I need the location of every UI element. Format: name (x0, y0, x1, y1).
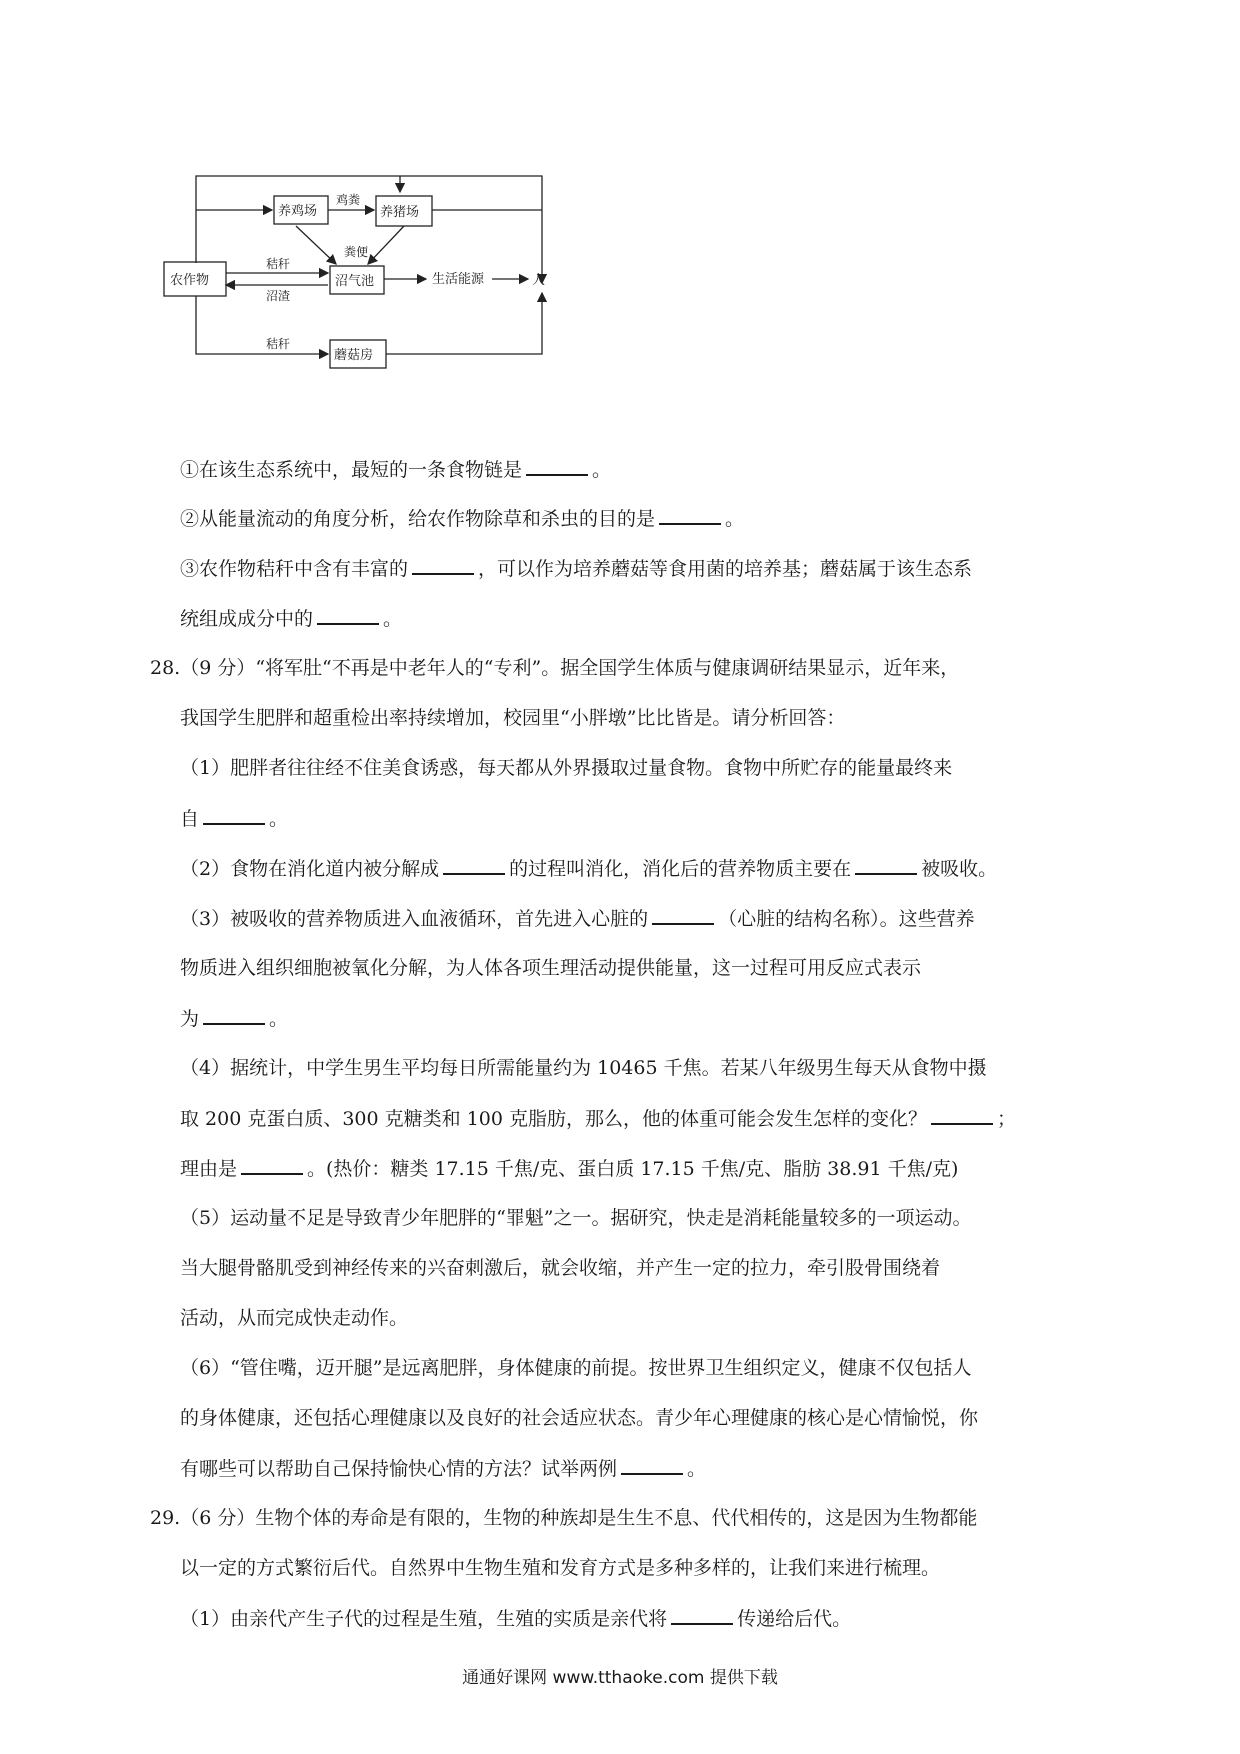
q29-heading-line2: 以一定的方式繁衍后代。自然界中生物生殖和发育方式是多种多样的，让我们来进行梳理。 (180, 1557, 941, 1579)
answer-blank[interactable] (855, 855, 917, 875)
text: ，可以作为培养蘑菇等食用菌的培养基；蘑菇属于该生态系 (478, 558, 973, 580)
ecosystem-diagram-svg (170, 168, 616, 418)
answer-blank[interactable] (652, 905, 714, 925)
node-chicken: 养鸡场 (278, 204, 318, 219)
ecosystem-diagram (170, 168, 616, 418)
answer-blank[interactable] (671, 1605, 733, 1625)
edge-label-chicken-manure: 鸡粪 (336, 193, 361, 207)
text: （心脏的结构名称）。这些营养 (718, 908, 975, 930)
text: 有哪些可以帮助自己保持愉快心情的方法？试举两例 (180, 1458, 618, 1480)
edge-label-residue: 沼渣 (266, 289, 291, 303)
edge-chicken-to-biogas (296, 226, 336, 264)
answer-blank[interactable] (317, 605, 379, 625)
text: 。(热价：糖类 17.15 千焦/克、蛋白质 17.15 千焦/克、脂肪 38.91 千焦/克) (307, 1158, 959, 1180)
text: ； (997, 1108, 1017, 1130)
edge-mushroom-to-person (386, 293, 542, 354)
q28-3-line2: 物质进入组织细胞被氧化分解，为人体各项生理活动提供能量，这一过程可用反应式表示 (180, 957, 922, 979)
q28-heading-line1: 28.（9 分）“将军肚“不再是中老年人的“专利”。据全国学生体质与健康调研结果显示，近年来， (150, 657, 960, 679)
q28-6-line2: 的身体健康，还包括心理健康以及良好的社会适应状态。青少年心理健康的核心是心情愉悦，你 (180, 1407, 979, 1429)
q27-item-3-line2 (180, 605, 402, 632)
edge-top-loop (196, 176, 542, 283)
q28-6-line1: （6）“管住嘴，迈开腿”是远离肥胖，身体健康的前提。按世界卫生组织定义，健康不仅包括人 (180, 1357, 972, 1379)
q28-1-line1: （1）肥胖者往往经不住美食诱惑，每天都从外界摄取过量食物。食物中所贮存的能量最终来 (180, 757, 953, 779)
q29-heading-line1: 29.（6 分）生物个体的寿命是有限的，生物的种族却是生生不息、代代相传的，这是因为生物都能 (150, 1507, 978, 1529)
text: ③农作物秸秆中含有丰富的 (180, 558, 409, 580)
q28-3-line1 (180, 905, 975, 932)
text: 为 (180, 1008, 200, 1030)
q28-3-line3 (180, 1005, 288, 1032)
text: 。 (269, 1008, 289, 1030)
edge-crop-to-mushroom (196, 296, 328, 354)
answer-blank[interactable] (931, 1105, 993, 1125)
page-footer: 通通好课网 www.tthaoke.com 提供下载 (462, 1668, 778, 1688)
q28-5-line2: 当大腿骨骼肌受到神经传来的兴奋刺激后，就会收缩，并产生一定的拉力，牵引股骨围绕着 (180, 1257, 941, 1279)
text: 被吸收。 (921, 858, 998, 880)
text: 自 (180, 808, 200, 830)
node-biogas: 沼气池 (335, 274, 375, 289)
text: 。 (687, 1458, 707, 1480)
q27-item-2 (180, 505, 744, 532)
q27-item-3-line1 (180, 555, 972, 582)
answer-blank[interactable] (443, 855, 505, 875)
node-crop: 农作物 (170, 273, 210, 288)
text: （3）被吸收的营养物质进入血液循环，首先进入心脏的 (180, 908, 649, 930)
text: 理由是 (180, 1158, 238, 1180)
q28-5-line1: （5）运动量不足是导致青少年肥胖的“罪魁”之一。据研究，快走是消耗能量较多的一项运动。 (180, 1207, 972, 1229)
answer-blank[interactable] (659, 505, 721, 525)
answer-blank[interactable] (526, 456, 588, 476)
node-person: 人 (532, 273, 546, 288)
edge-pig-to-biogas (368, 226, 404, 264)
q28-4-line3 (180, 1155, 958, 1182)
q28-5-line3: 活动，从而完成快走动作。 (180, 1307, 409, 1329)
q29-1 (180, 1605, 851, 1632)
answer-blank[interactable] (203, 805, 265, 825)
edge-label-manure: 粪便 (344, 245, 369, 259)
text: ②从能量流动的角度分析，给农作物除草和杀虫的目的是 (180, 508, 656, 530)
q27-item-1 (180, 456, 611, 483)
text: （1）由亲代产生子代的过程是生殖，生殖的实质是亲代将 (180, 1608, 668, 1630)
text: ①在该生态系统中，最短的一条食物链是 (180, 459, 523, 481)
answer-blank[interactable] (241, 1155, 303, 1175)
text: 的过程叫消化，消化后的营养物质主要在 (509, 858, 852, 880)
edge-label-straw-bottom: 秸秆 (266, 337, 291, 351)
text: 。 (269, 808, 289, 830)
text: 。 (725, 508, 745, 530)
q28-heading-line2: 我国学生肥胖和超重检出率持续增加，校园里“小胖墩”比比皆是。请分析回答： (180, 707, 846, 729)
answer-blank[interactable] (412, 555, 474, 575)
q28-1-line2 (180, 805, 288, 832)
q28-4-line2 (180, 1105, 1016, 1132)
text: 。 (383, 608, 403, 630)
q28-2 (180, 855, 997, 882)
text: 传递给后代。 (737, 1608, 852, 1630)
node-energy: 生活能源 (432, 272, 485, 287)
text: 。 (592, 459, 612, 481)
node-pig: 养猪场 (380, 205, 420, 220)
text: 统组成成分中的 (180, 608, 314, 630)
q28-6-line3 (180, 1455, 706, 1482)
q28-4-line1: （4）据统计，中学生男生平均每日所需能量约为 10465 千焦。若某八年级男生每天从食物中摄 (180, 1057, 987, 1079)
node-mushroom: 蘑菇房 (334, 348, 374, 363)
text: 取 200 克蛋白质、300 克糖类和 100 克脂肪，那么，他的体重可能会发生怎样的变化？ (180, 1108, 927, 1130)
edge-label-straw-top: 秸秆 (266, 257, 291, 271)
text: （2）食物在消化道内被分解成 (180, 858, 440, 880)
answer-blank[interactable] (203, 1005, 265, 1025)
answer-blank[interactable] (621, 1455, 683, 1475)
